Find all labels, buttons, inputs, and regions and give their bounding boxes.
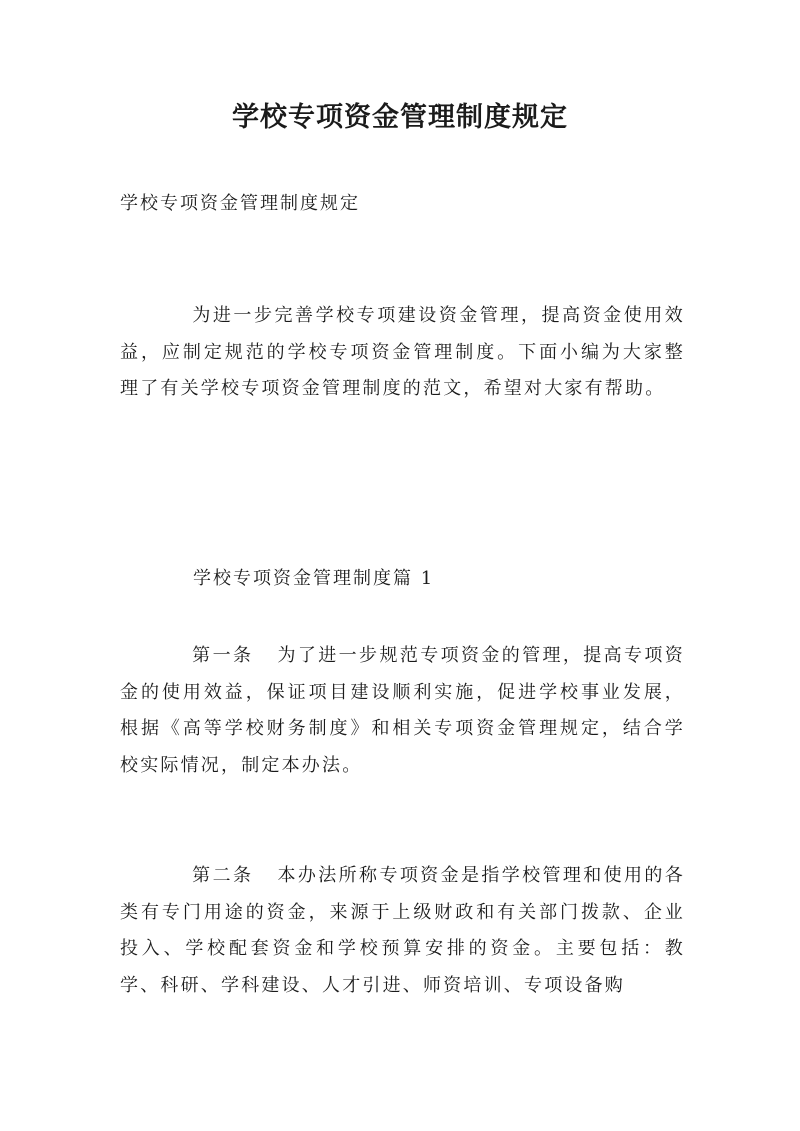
article-1-paragraph: [120, 638, 685, 784]
intro-paragraph: [120, 298, 685, 408]
article-1-label: 第一条: [192, 645, 254, 666]
section-heading: 学校专项资金管理制度篇 1: [193, 568, 435, 589]
article-2-label: 第二条: [192, 865, 254, 886]
intro-text: 为进一步完善学校专项建设资金管理，提高资金使用效益，应制定规范的学校专项资金管理制度。下面小编为大家整理了有关学校专项资金管理制度的范文，希望对大家有帮助。: [120, 305, 685, 399]
article-2-paragraph: [120, 858, 685, 1004]
document-title: 学校专项资金管理制度规定: [232, 102, 568, 133]
article-1-text: 为了进一步规范专项资金的管理，提高专项资金的使用效益，保证项目建设顺利实施，促进学校事业发展，根据《高等学校财务制度》和相关专项资金管理规定，结合学校实际情况，制定本办法。: [120, 645, 686, 776]
article-2-text: 本办法所称专项资金是指学校管理和使用的各类有专门用途的资金，来源于上级财政和有关部门拨款、企业投入、学校配套资金和学校预算安排的资金。主要包括：教学、科研、学科建设、人才引进、师资培训、专项设备购: [120, 865, 686, 996]
document-subtitle: 学校专项资金管理制度规定: [120, 193, 360, 214]
